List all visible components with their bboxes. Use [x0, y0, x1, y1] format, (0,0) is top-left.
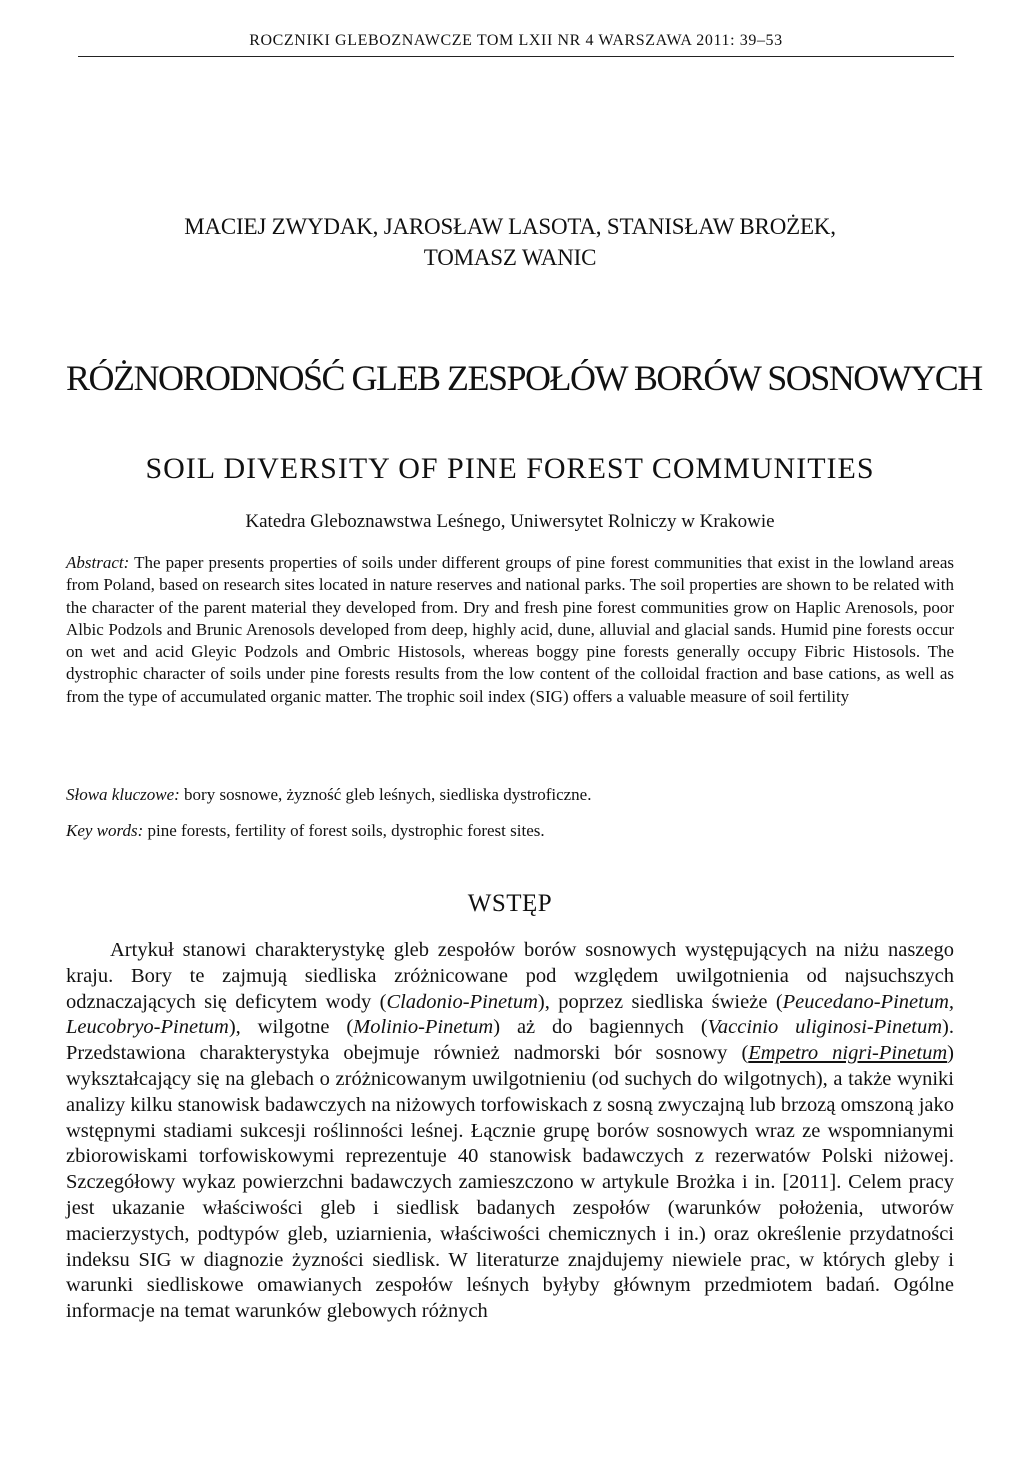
keywords-polish: [66, 784, 954, 806]
keywords-english-text: pine forests, fertility of forest soils, dystrophic forest sites.: [147, 821, 545, 840]
body-paragraph: [66, 938, 954, 1325]
abstract-text: The paper presents properties of soils under different groups of pine forest communities that exist in the lowland areas from Poland, based on research sites located in nature reserves and national parks. The soil properties are shown to be related with the character of the parent material they developed from. Dry and fresh pine forest communities grow on Haplic Arenosols, poor Albic Podzols and Brunic Arenosols developed from deep, highly acid, dune, alluvial and glacial sands. Humid pine forests occur on wet and acid Gleyic Podzols and Ombric Histosols, whereas boggy pine forests generally occupy Fibric Histosols. The dystrophic character of soils under pine forests results from the low content of the colloidal fraction and base cations, as well as from the type of accumulated organic matter. The trophic soil index (SIG) offers a valuable measure of soil fertility: [66, 553, 954, 706]
running-head: ROCZNIKI GLEBOZNAWCZE TOM LXII NR 4 WARSZAWA 2011: 39–53: [78, 32, 954, 57]
body-text-run: ), poprzez siedliska świeże (: [537, 990, 783, 1013]
keywords-english: [66, 820, 954, 842]
taxon-name: Molinio-Pinetum: [353, 1016, 494, 1039]
author-line-1: MACIEJ ZWYDAK, JAROSŁAW LASOTA, STANISŁAW BROŻEK,: [184, 214, 836, 239]
body-text-run: ). Przedstawiona charakterystyka obejmuje również nadmorski bór sosnowy (: [66, 1016, 954, 1065]
affiliation: Katedra Gleboznawstwa Leśnego, Uniwersytet Rolniczy w Krakowie: [245, 511, 775, 532]
author-list: [66, 211, 954, 273]
keywords-polish-label: Słowa kluczowe:: [66, 785, 180, 804]
body-text-run: ) aż do bagiennych (: [493, 1016, 708, 1039]
taxon-name: Vaccinio uliginosi-Pinetum: [707, 1016, 943, 1039]
author-line-2: TOMASZ WANIC: [423, 245, 597, 270]
taxon-name-underlined: Empetro nigri-Pinetum: [748, 1042, 948, 1065]
body-text-run: Artykuł stanowi charakterystykę gleb zespołów borów sosnowych występujących na niżu naszego kraju. Bory te zajmują siedliska zróżnicowane pod względem uwilgotnienia od najsuchszych odznaczających się deficytem wody (: [66, 939, 954, 1013]
keywords-english-label: Key words:: [66, 821, 144, 840]
keywords-polish-text: bory sosnowe, żyzność gleb leśnych, siedliska dystroficzne.: [184, 785, 592, 804]
title-polish: RÓŻNORODNOŚĆ GLEB ZESPOŁÓW BORÓW SOSNOWYCH: [66, 358, 982, 398]
taxon-name: Cladonio-Pinetum: [386, 990, 538, 1013]
abstract-label: Abstract:: [66, 553, 130, 572]
journal-page: [66, 0, 982, 1463]
title-english: SOIL DIVERSITY OF PINE FOREST COMMUNITIES: [145, 452, 875, 485]
abstract: [66, 552, 954, 708]
section-heading: WSTĘP: [467, 890, 553, 917]
body-text-run: ) wykształcający się na glebach o zróżnicowanym uwilgotnieniu (od suchych do wilgotnych), a także wyniki analizy kilku stanowisk badawczych na niżowych torfowiskach z sosną zwyczajną lub brzozą omszoną jako wstępnymi stadiami sukcesji roślinności leśnej. Łącznie grupę borów sosnowych wraz ze wspomnianymi zbiorowiskami torfowiskowymi reprezentuje 40 stanowisk badawczych z rezerwatów Polski niżowej. Szczegółowy wykaz powierzchni badawczych zamieszczono w artykule Brożka i in. [2011]. Celem pracy jest ukazanie właściwości gleb i siedlisk badanych zespołów (warunków położenia, utworów macierzystych, podtypów gleb, uziarnienia, właściwości chemicznych i in.) oraz określenie przydatności indeksu SIG w diagnozie żyzności siedlisk. W literaturze znajdujemy niewiele prac, w których gleby i warunki siedliskowe omawianych zespołów leśnych byłyby głównym przedmiotem badań. Ogólne informacje na temat warunków glebowych różnych: [66, 1042, 954, 1323]
taxon-name: Peucedano-Pinetum, Leucobryo-Pinetum: [66, 990, 954, 1039]
body-text-run: ), wilgotne (: [228, 1016, 354, 1039]
